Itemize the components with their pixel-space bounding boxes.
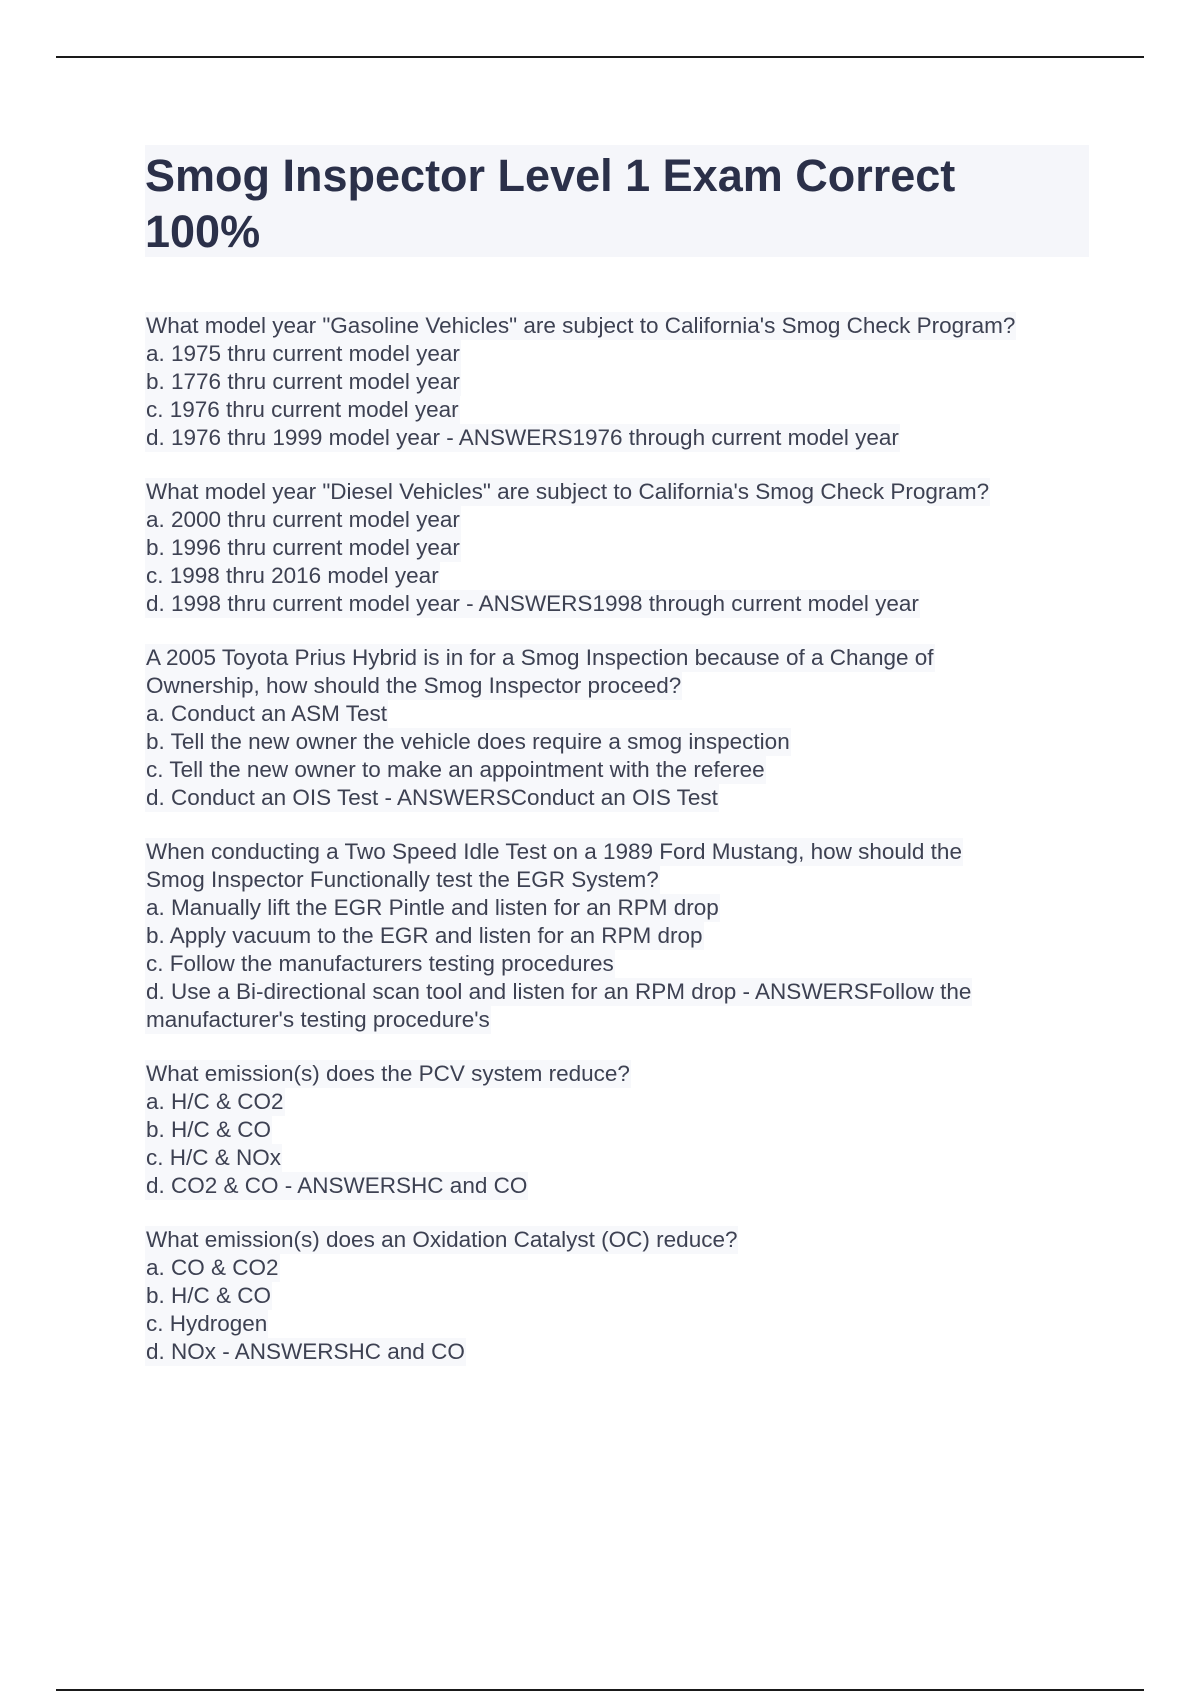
answer-option: a. 1975 thru current model year xyxy=(146,341,460,366)
answer-option: b. Tell the new owner the vehicle does require a smog inspection xyxy=(146,729,790,754)
answer-option: b. H/C & CO xyxy=(146,1283,272,1308)
question-text: What model year "Gasoline Vehicles" are subject to California's Smog Check Program? xyxy=(146,313,1016,338)
answer-option: c. 1998 thru 2016 model year xyxy=(146,563,439,588)
answer-option: c. 1976 thru current model year xyxy=(146,397,459,422)
question-list xyxy=(145,312,1095,1392)
question-block xyxy=(145,312,1095,452)
answer-continuation: manufacturer's testing procedure's xyxy=(146,1007,490,1032)
bottom-rule xyxy=(56,1689,1144,1691)
question-text: Smog Inspector Functionally test the EGR System? xyxy=(146,867,659,892)
question-text: What model year "Diesel Vehicles" are subject to California's Smog Check Program? xyxy=(146,479,990,504)
question-block xyxy=(145,1060,1095,1200)
question-block xyxy=(145,1226,1095,1366)
question-block xyxy=(145,644,1095,812)
question-block xyxy=(145,478,1095,618)
answer-option: a. H/C & CO2 xyxy=(146,1089,284,1114)
answer-option-with-answer: d. NOx - ANSWERSHC and CO xyxy=(146,1339,465,1364)
answer-option: b. H/C & CO xyxy=(146,1117,272,1142)
answer-option: b. Apply vacuum to the EGR and listen for an RPM drop xyxy=(146,923,703,948)
answer-option-with-answer: d. Conduct an OIS Test - ANSWERSConduct an OIS Test xyxy=(146,785,718,810)
answer-option-with-answer: d. 1976 thru 1999 model year - ANSWERS1976 through current model year xyxy=(146,425,899,450)
answer-option: a. 2000 thru current model year xyxy=(146,507,460,532)
answer-option-with-answer: d. 1998 thru current model year - ANSWERS1998 through current model year xyxy=(146,591,919,616)
question-block xyxy=(145,838,1095,1034)
question-text: Ownership, how should the Smog Inspector proceed? xyxy=(146,673,682,698)
answer-option: c. Hydrogen xyxy=(146,1311,268,1336)
page-title: Smog Inspector Level 1 Exam Correct 100% xyxy=(145,150,956,257)
question-text: What emission(s) does the PCV system reduce? xyxy=(146,1061,630,1086)
answer-option-with-answer: d. CO2 & CO - ANSWERSHC and CO xyxy=(146,1173,528,1198)
answer-option: c. Tell the new owner to make an appointment with the referee xyxy=(146,757,765,782)
question-text: A 2005 Toyota Prius Hybrid is in for a Smog Inspection because of a Change of xyxy=(146,645,934,670)
answer-option: b. 1776 thru current model year xyxy=(146,369,460,394)
answer-option: c. H/C & NOx xyxy=(146,1145,282,1170)
answer-option: a. Conduct an ASM Test xyxy=(146,701,387,726)
top-rule xyxy=(56,56,1144,58)
answer-option-with-answer: d. Use a Bi-directional scan tool and listen for an RPM drop - ANSWERSFollow the xyxy=(146,979,972,1004)
answer-option: a. CO & CO2 xyxy=(146,1255,279,1280)
question-text: When conducting a Two Speed Idle Test on a 1989 Ford Mustang, how should the xyxy=(146,839,962,864)
answer-option: b. 1996 thru current model year xyxy=(146,535,460,560)
answer-option: a. Manually lift the EGR Pintle and listen for an RPM drop xyxy=(146,895,719,920)
answer-option: c. Follow the manufacturers testing procedures xyxy=(146,951,614,976)
question-text: What emission(s) does an Oxidation Catalyst (OC) reduce? xyxy=(146,1227,738,1252)
